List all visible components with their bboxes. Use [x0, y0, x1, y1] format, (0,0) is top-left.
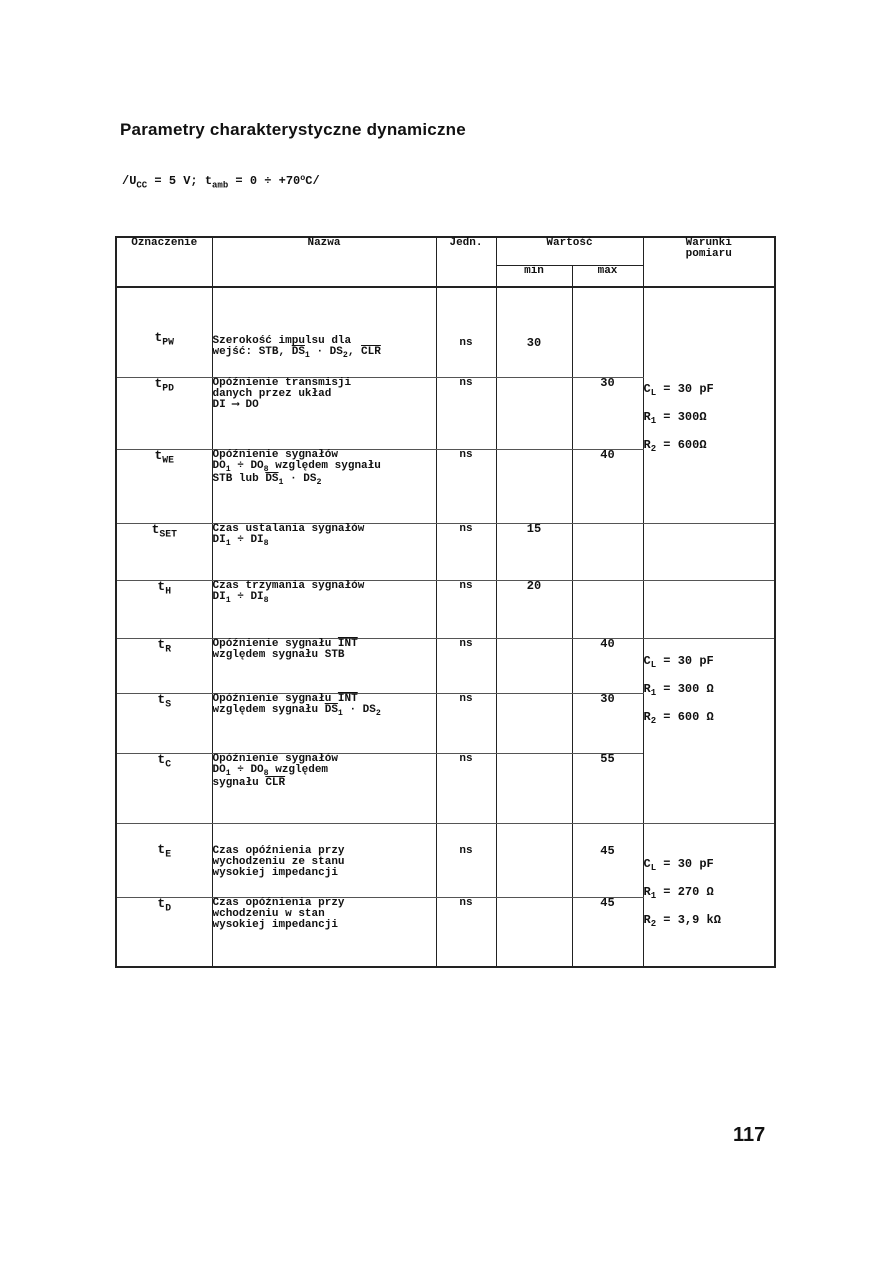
name-cell: Czas opóźnienia przy wchodzeniu w stan wysokiej impedancji: [212, 897, 436, 967]
conditions-group-3: $C_L = 30$ pF $R_1 = 270$ Ω $R_2 = 3,9$ kΩ: [643, 823, 775, 967]
name-cell: Czas trzymania sygnałów $DI_1 \div DI_8$: [212, 580, 436, 638]
symbol-cell: $t_{PD}$: [116, 377, 212, 449]
min-cell: [496, 693, 572, 753]
unit-cell: ns: [436, 823, 496, 897]
unit-cell: ns: [436, 580, 496, 638]
test-conditions: $/U_{CC} = 5$ V; $t_{amb} = 0 \div +70^oC/$: [122, 173, 320, 191]
name-cell: Opóźnienie sygnału $\overline{INT}$ względem sygnału STB: [212, 638, 436, 693]
header-symbol: Oznaczenie: [116, 237, 212, 287]
header-unit: Jedn.: [436, 237, 496, 287]
min-cell: [496, 377, 572, 449]
unit-cell: ns: [436, 449, 496, 523]
symbol-cell: $t_{SET}$: [116, 523, 212, 580]
max-cell: [572, 523, 643, 580]
max-cell: 40: [572, 638, 643, 693]
max-cell: 55: [572, 753, 643, 823]
name-cell: Opóźnienie transmisji danych przez układ DI ⟶ DO: [212, 377, 436, 449]
min-cell: 20: [496, 580, 572, 638]
min-cell: [496, 638, 572, 693]
table-row: [116, 523, 775, 580]
table-row: [116, 287, 775, 377]
name-cell: Szerokość impulsu dla wejść: STB, $\overline{DS}_1 \cdot DS_2$, $\overline{CLR}$: [212, 287, 436, 377]
table-row: [116, 823, 775, 897]
unit-cell: ns: [436, 287, 496, 377]
symbol-cell: $t_{WE}$: [116, 449, 212, 523]
name-cell: Czas opóźnienia przy wychodzeniu ze stanu wysokiej impedancji: [212, 823, 436, 897]
header-conditions: Warunki pomiaru: [643, 237, 775, 287]
min-cell: 30: [496, 287, 572, 377]
conditions-group-2: $C_L = 30$ pF $R_1 = 300$ Ω $R_2 = 600$ Ω: [643, 638, 775, 823]
table-row: [116, 580, 775, 638]
conditions-group-1: $C_L = 30$ pF $R_1 = 300\Omega$ $R_2 = 600\Omega$: [643, 377, 775, 523]
table-row: [116, 377, 775, 449]
symbol-cell: $t_S$: [116, 693, 212, 753]
unit-cell: ns: [436, 638, 496, 693]
unit-cell: ns: [436, 753, 496, 823]
max-cell: 30: [572, 693, 643, 753]
max-cell: 45: [572, 897, 643, 967]
symbol-cell: $t_{PW}$: [116, 287, 212, 377]
max-cell: [572, 287, 643, 377]
symbol-cell: $t_E$: [116, 823, 212, 897]
name-cell: Opóźnienie sygnałów $DO_1 \div DO_8$ względem sygnału $\overline{CLR}$: [212, 753, 436, 823]
unit-cell: ns: [436, 523, 496, 580]
header-max: max: [572, 265, 643, 287]
min-cell: [496, 897, 572, 967]
conditions-cell-empty: [643, 287, 775, 377]
page-number: 117: [733, 1124, 766, 1146]
symbol-cell: $t_C$: [116, 753, 212, 823]
name-cell: Opóźnienie sygnałów $DO_1 \div DO_8$ względem sygnału STB lub $\overline{DS}_1 \cdot DS_2$: [212, 449, 436, 523]
page-title: Parametry charakterystyczne dynamiczne: [120, 120, 466, 139]
name-cell: Opóźnienie sygnału $\overline{INT}$ względem sygnału $\overline{DS}_1 \cdot DS_2$: [212, 693, 436, 753]
min-cell: [496, 753, 572, 823]
max-cell: 30: [572, 377, 643, 449]
conditions-cell-empty: [643, 580, 775, 638]
min-cell: [496, 449, 572, 523]
table-row: [116, 638, 775, 693]
unit-cell: ns: [436, 693, 496, 753]
min-cell: 15: [496, 523, 572, 580]
max-cell: [572, 580, 643, 638]
unit-cell: ns: [436, 377, 496, 449]
min-cell: [496, 823, 572, 897]
symbol-cell: $t_D$: [116, 897, 212, 967]
unit-cell: ns: [436, 897, 496, 967]
symbol-cell: $t_H$: [116, 580, 212, 638]
header-value: Wartość: [496, 237, 643, 265]
max-cell: 45: [572, 823, 643, 897]
max-cell: 40: [572, 449, 643, 523]
header-name: Nazwa: [212, 237, 436, 287]
dynamic-parameters-table: [115, 236, 776, 968]
conditions-cell-empty: [643, 523, 775, 580]
header-min: min: [496, 265, 572, 287]
symbol-cell: $t_R$: [116, 638, 212, 693]
name-cell: Czas ustalania sygnałów $DI_1 \div DI_8$: [212, 523, 436, 580]
